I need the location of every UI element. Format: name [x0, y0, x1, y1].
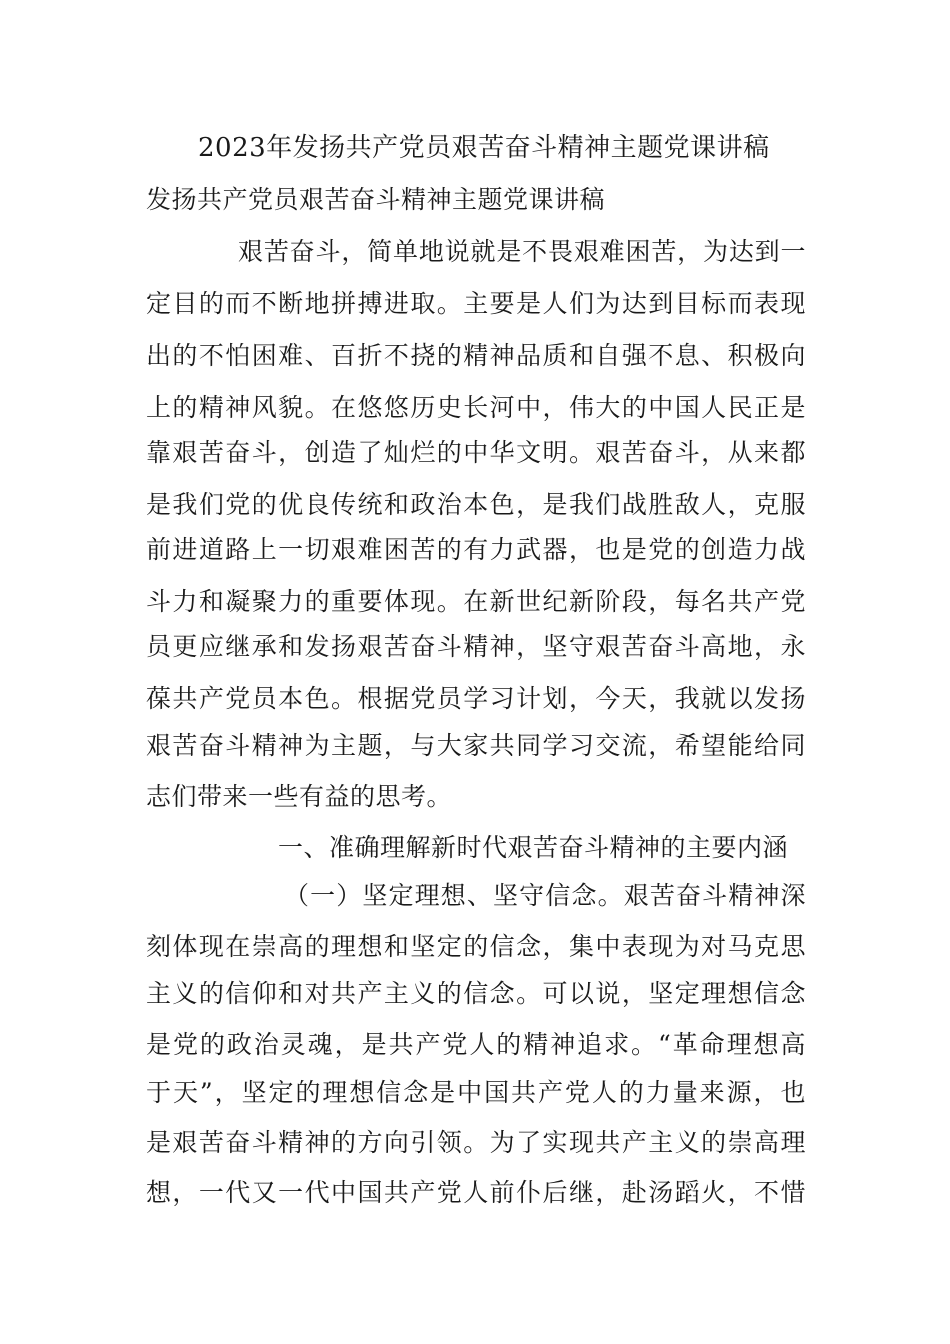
paragraph-1-line-10: 葆共产党员本色。根据党员学习计划，今天，我就以发扬 — [146, 684, 806, 713]
paragraph-2-line-4: 是党的政治灵魂，是共产党人的精神追求。“革命理想高 — [146, 1030, 806, 1059]
paragraph-2-line-2: 刻体现在崇高的理想和坚定的信念，集中表现为对马克思 — [146, 932, 806, 961]
paragraph-2-line-7: 想，一代又一代中国共产党人前仆后继，赴汤蹈火，不惜 — [146, 1178, 806, 1207]
paragraph-1-line-5: 靠艰苦奋斗，创造了灿烂的中华文明。艰苦奋斗，从来都 — [146, 438, 806, 467]
paragraph-1-line-6: 是我们党的优良传统和政治本色，是我们战胜敌人，克服 — [146, 490, 806, 519]
paragraph-1-line-11: 艰苦奋斗精神为主题，与大家共同学习交流，希望能给同 — [146, 731, 806, 760]
paragraph-1-line-7: 前进道路上一切艰难困苦的有力武器，也是党的创造力战 — [146, 535, 806, 564]
document-subtitle: 发扬共产党员艰苦奋斗精神主题党课讲稿 — [146, 185, 606, 214]
paragraph-2-line-6: 是艰苦奋斗精神的方向引领。为了实现共产主义的崇高理 — [146, 1128, 806, 1157]
paragraph-2-line-3: 主义的信仰和对共产主义的信念。可以说，坚定理想信念 — [146, 979, 806, 1008]
paragraph-2-line-1: （一）坚定理想、坚守信念。艰苦奋斗精神深 — [284, 881, 806, 910]
paragraph-1-line-3: 出的不怕困难、百折不挠的精神品质和自强不息、积极向 — [146, 341, 806, 370]
paragraph-1-line-4: 上的精神风貌。在悠悠历史长河中，伟大的中国人民正是 — [146, 393, 806, 422]
section-heading-1: 一、准确理解新时代艰苦奋斗精神的主要内涵 — [278, 833, 789, 862]
paragraph-1-line-12: 志们带来一些有益的思考。 — [146, 782, 453, 811]
paragraph-1-line-1: 艰苦奋斗，简单地说就是不畏艰难困苦，为达到一 — [238, 237, 806, 266]
paragraph-2-line-5: 于天”，坚定的理想信念是中国共产党人的力量来源，也 — [146, 1078, 806, 1107]
document-title: 2023年发扬共产党员艰苦奋斗精神主题党课讲稿 — [198, 133, 770, 163]
paragraph-1-line-2: 定目的而不断地拼搏进取。主要是人们为达到目标而表现 — [146, 289, 806, 318]
paragraph-1-line-9: 员更应继承和发扬艰苦奋斗精神，坚守艰苦奋斗高地，永 — [146, 632, 806, 661]
paragraph-1-line-8: 斗力和凝聚力的重要体现。在新世纪新阶段，每名共产党 — [146, 587, 806, 616]
